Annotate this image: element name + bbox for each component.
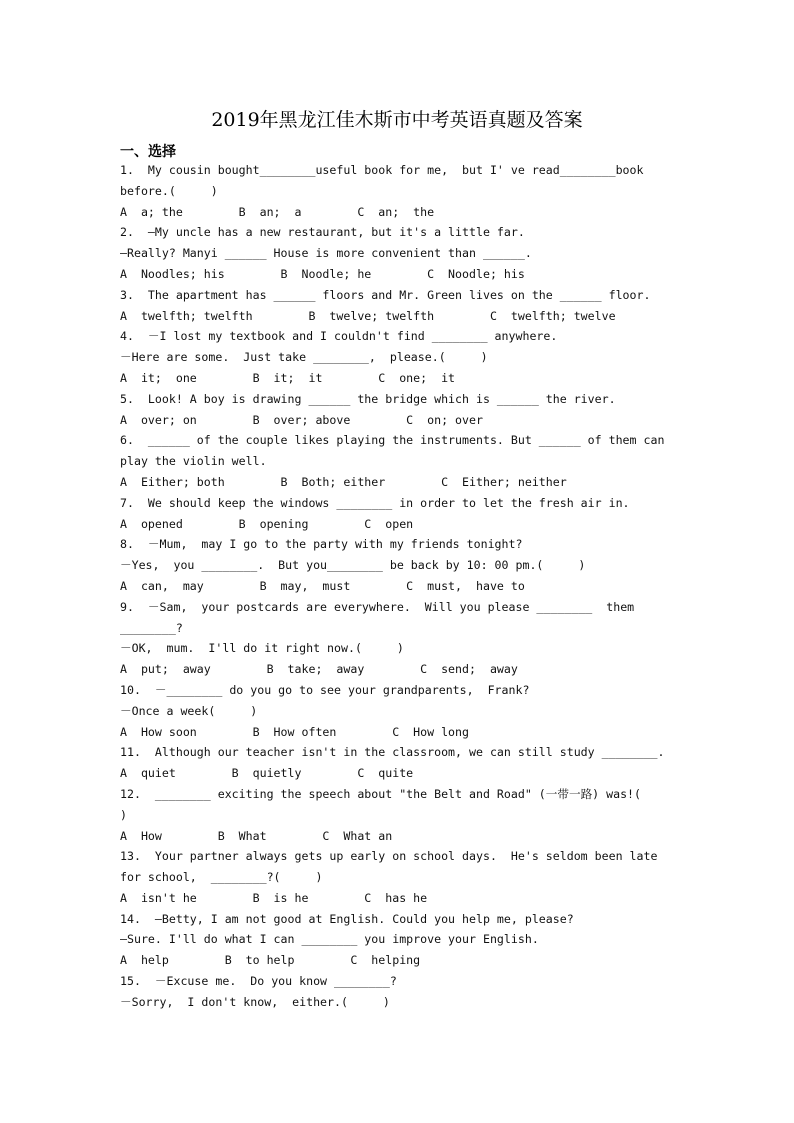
text-line: A How B What C What an — [120, 828, 393, 843]
question-list — [120, 160, 680, 1013]
section-heading: 一、选择 — [120, 144, 176, 160]
text-line: A it; one B it; it C one; it — [120, 370, 456, 385]
text-line: 4. －I lost my textbook and I couldn't find ________ anywhere. — [120, 329, 558, 344]
text-line: ) — [120, 807, 127, 822]
text-line: 5. Look! A boy is drawing ______ the bridge which is ______ the river. — [120, 391, 616, 406]
text-line: 11. Although our teacher isn't in the classroom, we can still study ________. — [120, 745, 665, 760]
text-line: 10. －________ do you go to see your grandparents, Frank? — [120, 682, 530, 697]
text-line: —Really? Manyi ______ House is more convenient than ______. — [120, 246, 532, 261]
text-line: 2. —My uncle has a new restaurant, but it's a little far. — [120, 225, 525, 240]
text-line: 7. We should keep the windows ________ in order to let the fresh air in. — [120, 495, 630, 510]
text-line: A How soon B How often C How long — [120, 724, 470, 739]
text-line: A twelfth; twelfth B twelve; twelfth C twelfth; twelve — [120, 308, 616, 323]
text-line: —Sure. I'll do what I can ________ you improve your English. — [120, 932, 539, 947]
text-line: －Here are some. Just take ________, please.( ) — [120, 350, 488, 365]
text-line: 3. The apartment has ______ floors and Mr. Green lives on the ______ floor. — [120, 287, 651, 302]
text-line: 1. My cousin bought________useful book for me, but I' ve read________book — [120, 163, 644, 177]
text-line: －OK, mum. I'll do it right now.( ) — [120, 641, 404, 656]
text-line: ________? — [120, 620, 183, 635]
text-line: play the violin well. — [120, 454, 267, 469]
text-line: A isn't he B is he C has he — [120, 890, 428, 905]
text-line: for school, ________?( ) — [120, 870, 323, 885]
text-line: A can, may B may, must C must, have to — [120, 578, 525, 593]
text-line: A quiet B quietly C quite — [120, 766, 414, 781]
text-line: 9. －Sam, your postcards are everywhere. Will you please ________ them — [120, 599, 635, 614]
text-line: －Once a week( ) — [120, 703, 258, 718]
text-line: A over; on B over; above C on; over — [120, 412, 483, 427]
text-line: 12. ________ exciting the speech about "the Belt and Road" (一带一路) was!( — [120, 786, 642, 801]
text-line: 13. Your partner always gets up early on school days. He's seldom been late — [120, 849, 658, 864]
text-line: A Noodles; his B Noodle; he C Noodle; his — [120, 266, 525, 281]
text-line: 15. －Excuse me. Do you know ________? — [120, 974, 397, 989]
text-line: A opened B opening C open — [120, 516, 414, 531]
document-title: 2019年黑龙江佳木斯市中考英语真题及答案 — [211, 109, 583, 131]
text-line: 14. —Betty, I am not good at English. Could you help me, please? — [120, 911, 574, 926]
text-line: before.( ) — [120, 183, 218, 198]
text-line: －Sorry, I don't know, either.( ) — [120, 994, 390, 1009]
text-line: A Either; both B Both; either C Either; neither — [120, 474, 567, 489]
text-line: 8. －Mum, may I go to the party with my friends tonight? — [120, 537, 523, 552]
text-line: －Yes, you ________. But you________ be back by 10: 00 pm.( ) — [120, 558, 586, 573]
text-line: A a; the B an; a C an; the — [120, 204, 435, 219]
text-line: 6. ______ of the couple likes playing the instruments. But ______ of them can — [120, 433, 665, 448]
text-line: A help B to help C helping — [120, 953, 421, 968]
text-line: A put; away B take; away C send; away — [120, 662, 518, 677]
